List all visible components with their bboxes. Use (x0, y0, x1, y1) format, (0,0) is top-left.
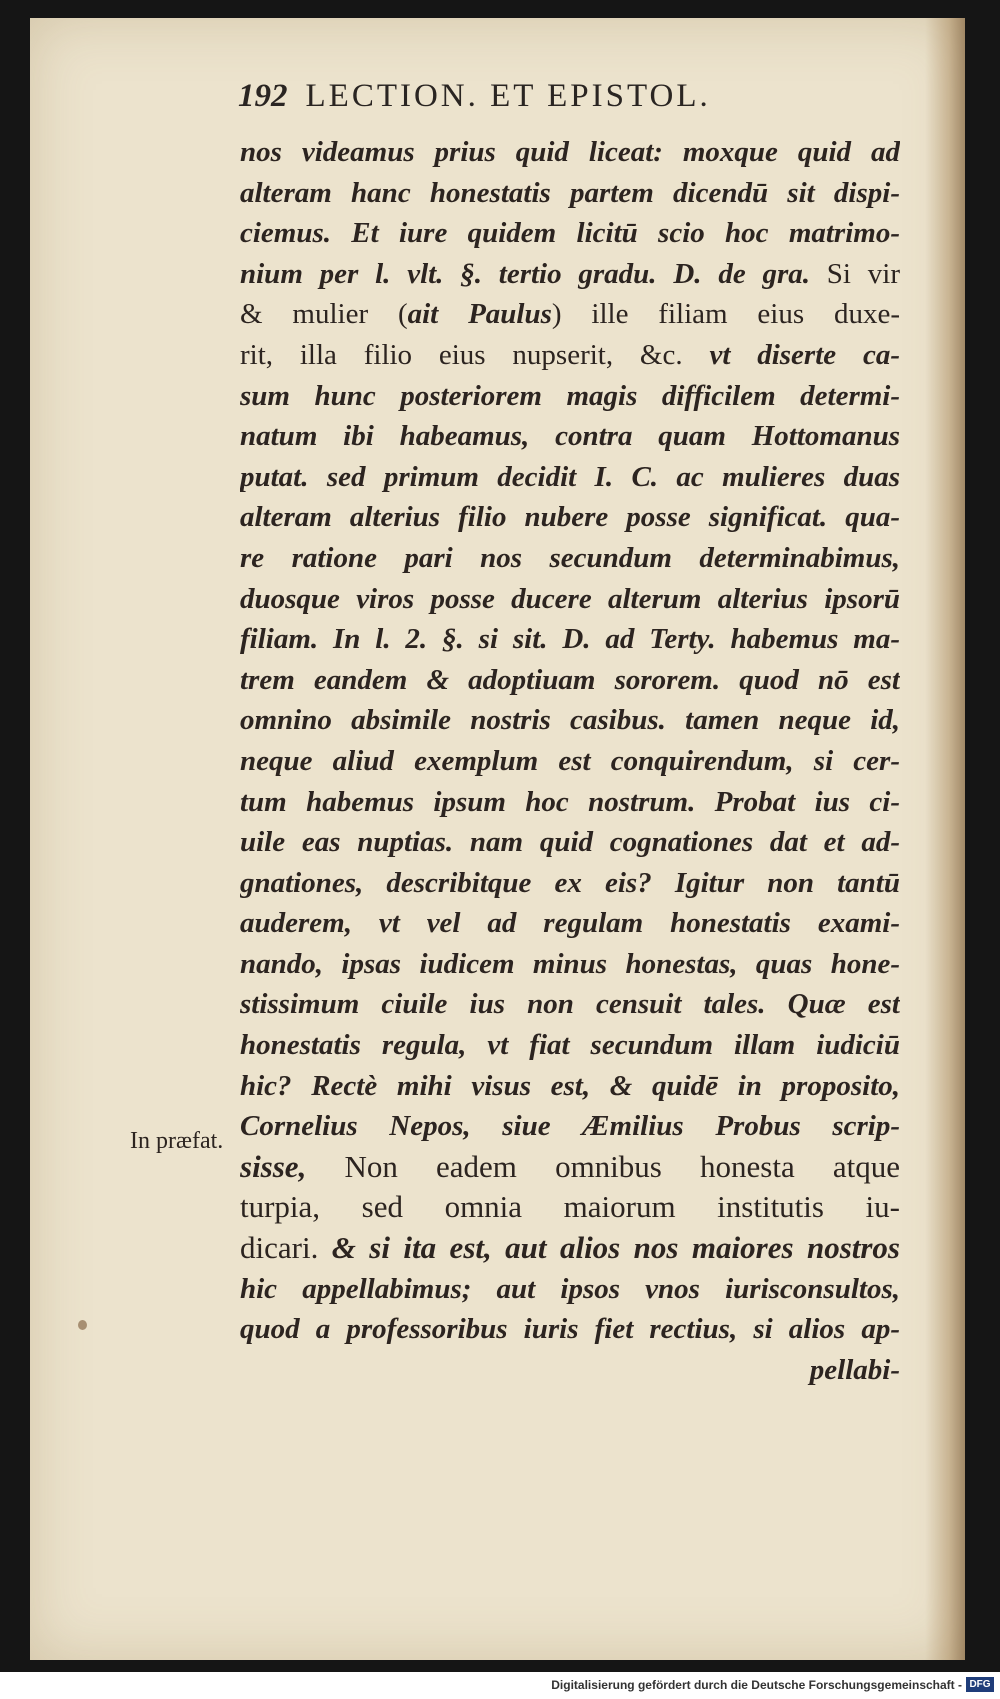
text-line (240, 1147, 900, 1188)
text-line (240, 1025, 900, 1066)
text-line (240, 1187, 900, 1228)
text-line (240, 173, 900, 214)
text-segment: vt diserte ca- (682, 338, 900, 371)
text-segment: alteram hanc honestatis partem dicendū sit dispi- (240, 176, 900, 209)
text-segment: re ratione pari nos secundum determinabimus, (240, 541, 900, 574)
text-line (240, 294, 900, 335)
text-line (240, 822, 900, 863)
text-line (240, 538, 900, 579)
text-segment: dicari. (240, 1230, 319, 1266)
text-line (240, 1309, 900, 1350)
text-segment: duosque viros posse ducere alterum alterius ipsorū (240, 582, 900, 615)
text-segment: rit, illa filio eius nupserit, &c. (240, 338, 683, 371)
text-segment: natum ibi habeamus, contra quam Hottomanus (240, 420, 900, 453)
text-segment: stissimum ciuile ius non censuit tales. Quæ est (240, 988, 900, 1021)
text-line (240, 984, 900, 1025)
text-segment: Cornelius Nepos, siue Æmilius Probus scrip- (240, 1110, 900, 1143)
page-gutter-shadow (925, 18, 965, 1660)
text-segment: nos videamus prius quid liceat: moxque quid ad (240, 136, 900, 168)
text-segment: sisse, (240, 1148, 307, 1184)
text-segment: tum habemus ipsum hoc nostrum. Probat ius ci- (240, 785, 900, 818)
text-line (240, 903, 900, 944)
text-segment: trem eandem & adoptiuam sororem. quod nō est (240, 663, 900, 696)
text-line (240, 457, 900, 498)
text-line (240, 782, 900, 823)
text-line (240, 1106, 900, 1147)
text-segment: neque aliud exemplum est conquirendum, si cer- (240, 744, 900, 777)
text-segment: nando, ipsas iudicem minus honestas, quas hone- (240, 947, 900, 980)
text-line (240, 254, 900, 295)
running-head-title: LECTION. ET EPISTOL. (305, 78, 711, 114)
paper-stain (78, 1320, 87, 1330)
text-line (240, 1269, 900, 1310)
footer-credit: Digitalisierung gefördert durch die Deutsche Forschungsgemeinschaft - (551, 1678, 962, 1692)
dfg-logo-icon: DFG (966, 1677, 994, 1692)
text-segment: ait Paulus (407, 298, 552, 331)
text-line (240, 944, 900, 985)
text-segment: omnino absimile nostris casibus. tamen neque id, (240, 704, 900, 737)
text-segment: putat. sed primum decidit I. C. ac mulieres duas (240, 460, 900, 493)
text-segment: gnationes, describitque ex eis? Igitur non tantū (240, 866, 900, 899)
text-line (240, 863, 900, 904)
text-line (240, 700, 900, 741)
text-line (240, 132, 900, 173)
text-line (240, 335, 900, 376)
text-line (240, 497, 900, 538)
running-head (238, 78, 878, 115)
text-segment: Non eadem omnibus honesta atque (306, 1148, 900, 1184)
text-segment: auderem, vt vel ad regulam honestatis exami- (240, 907, 900, 940)
page-number: 192 (238, 78, 288, 114)
text-segment: ciemus. Et iure quidem licitū scio hoc matrimo- (240, 217, 900, 250)
body-text (240, 132, 900, 1390)
text-segment: hic appellabimus; aut ipsos vnos iurisconsultos, (240, 1272, 900, 1305)
text-line (240, 213, 900, 254)
text-line (240, 741, 900, 782)
text-segment: hic? Rectè mihi visus est, & quidē in proposito, (240, 1069, 900, 1102)
text-line (240, 660, 900, 701)
text-line (240, 1228, 900, 1269)
text-segment: honestatis regula, vt fiat secundum illam iudiciū (240, 1029, 900, 1062)
text-line (240, 1350, 900, 1391)
margin-note: In præfat. (130, 1128, 224, 1154)
text-line (240, 416, 900, 457)
text-segment: pellabi- (809, 1353, 900, 1386)
text-segment: nium per l. vlt. §. tertio gradu. D. de gra. (240, 257, 811, 290)
text-segment: sum hunc posteriorem magis difficilem determi- (240, 379, 900, 412)
text-segment: ) ille filiam eius duxe- (551, 298, 900, 331)
text-line (240, 376, 900, 417)
text-segment: Si vir (810, 257, 900, 290)
text-segment: alteram alterius filio nubere posse significat. qua- (240, 501, 900, 534)
text-segment: uile eas nuptias. nam quid cognationes dat et ad- (240, 826, 900, 859)
text-line (240, 619, 900, 660)
text-line (240, 579, 900, 620)
footer-bar (0, 1672, 1000, 1699)
text-segment: & si ita est, aut alios nos maiores nostros (318, 1230, 900, 1266)
text-segment: filiam. In l. 2. §. si sit. D. ad Terty. habemus ma- (240, 623, 900, 656)
text-segment: quod a professoribus iuris fiet rectius, si alios ap- (240, 1313, 900, 1346)
text-line (240, 1066, 900, 1107)
text-segment: turpia, sed omnia maiorum institutis iu- (240, 1189, 900, 1225)
text-segment: & mulier ( (240, 298, 408, 331)
